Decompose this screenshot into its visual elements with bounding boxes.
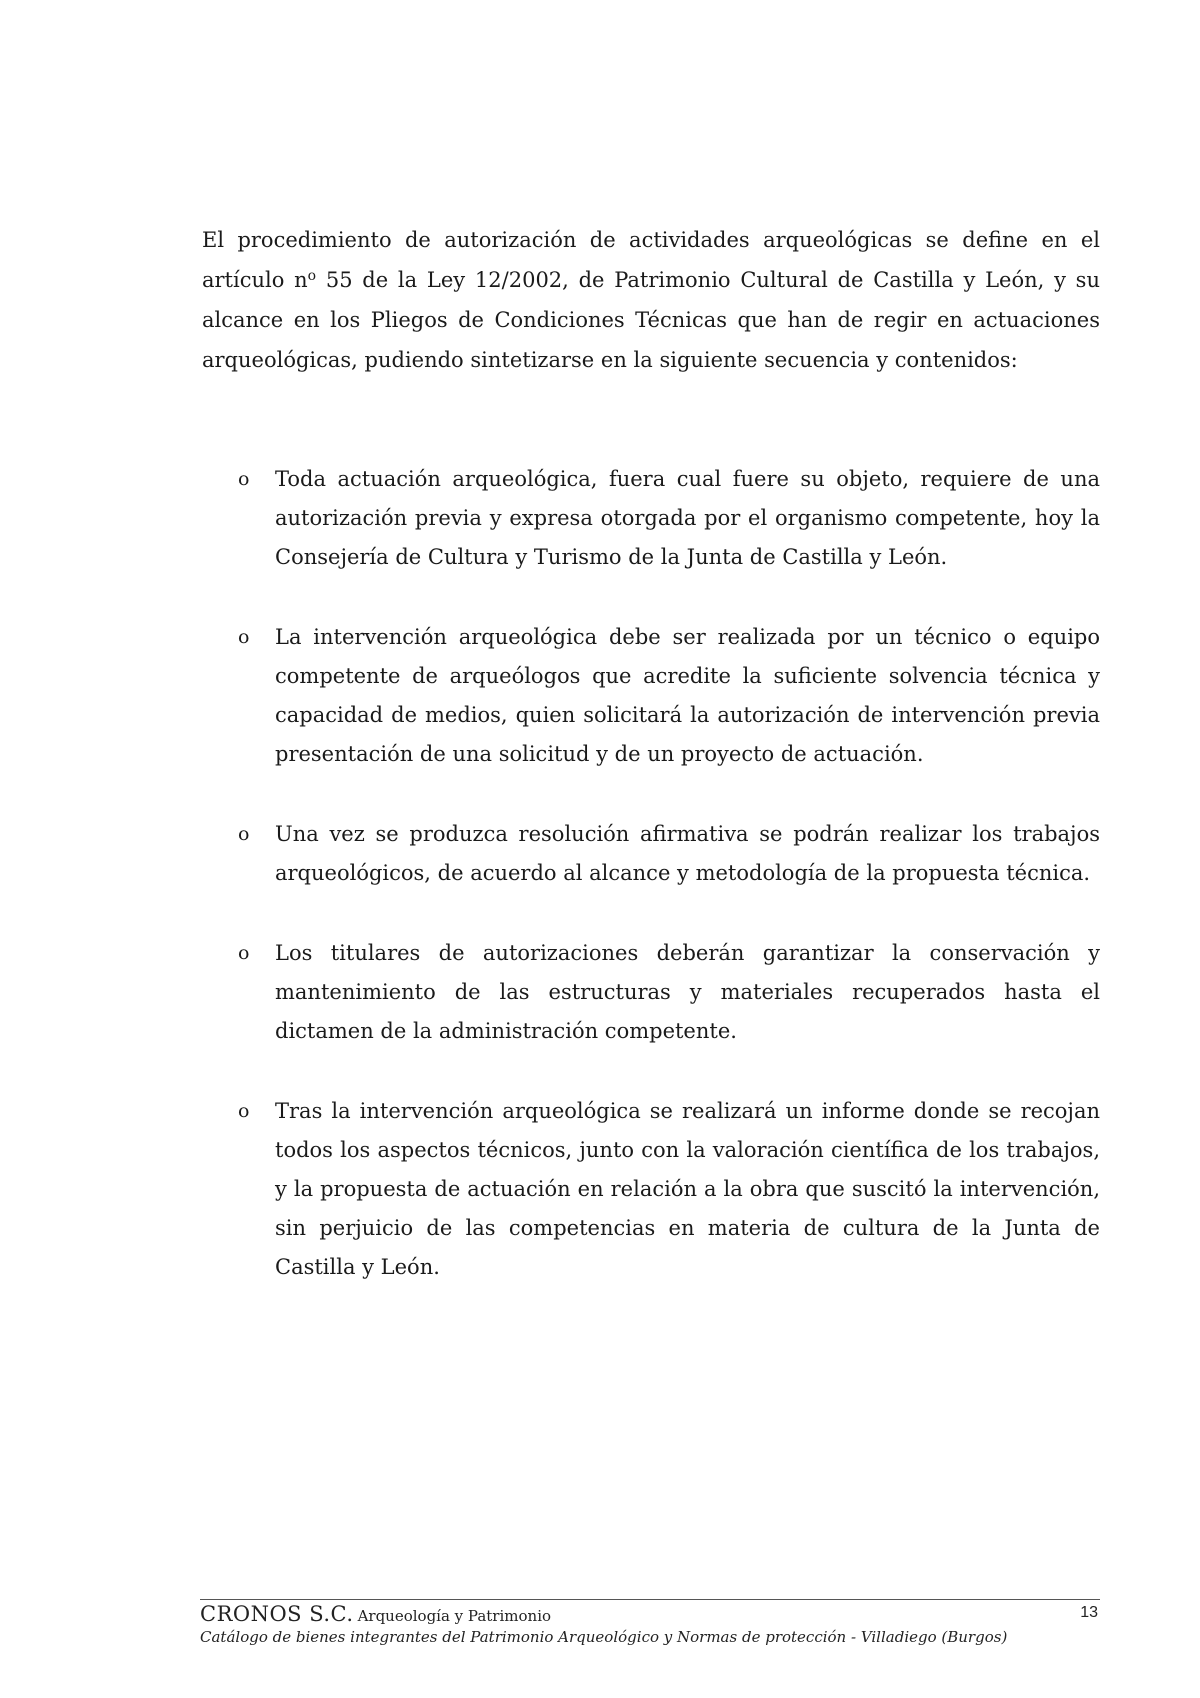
bullet-marker: o: [238, 468, 250, 490]
list-item-text: La intervención arqueológica debe ser realizada por un técnico o equipo competente de arqueólogos que acredite la suficiente solvencia técnica y capacidad de medios, quien solicitará la autorización de intervención previa presentación de una solicitud y de un proyecto de actuación.: [275, 625, 1100, 766]
footer-header: [200, 1602, 1100, 1626]
footer-divider: [200, 1599, 1100, 1600]
list-item: [202, 1092, 1100, 1287]
footer-document-title: Catálogo de bienes integrantes del Patrimonio Arqueológico y Normas de protección - Villadiego (Burgos): [200, 1628, 1008, 1646]
intro-text-part1: El procedimiento de autorización de actividades arqueológicas se define en el artículo n: [202, 228, 1100, 292]
list-item: [202, 815, 1100, 893]
list-item: [202, 934, 1100, 1051]
intro-paragraph: [202, 220, 1100, 380]
intro-text-part2: 55 de la Ley 12/2002, de Patrimonio Cultural de Castilla y León, y su alcance en los Pliegos de Condiciones Técnicas que han de regir en actuaciones arqueológicas, pudiendo sintetizarse en la siguiente secuencia y contenidos:: [202, 268, 1100, 372]
list-item-text: Toda actuación arqueológica, fuera cual fuere su objeto, requiere de una autorización previa y expresa otorgada por el organismo competente, hoy la Consejería de Cultura y Turismo de la Junta de Castilla y León.: [275, 467, 1100, 569]
list-item-text: Los titulares de autorizaciones deberán garantizar la conservación y mantenimiento de las estructuras y materiales recuperados hasta el dictamen de la administración competente.: [275, 941, 1100, 1043]
intro-superscript: o: [307, 268, 317, 284]
footer-brand-subtitle: Arqueología y Patrimonio: [357, 1607, 552, 1625]
procedure-list: [202, 460, 1100, 1328]
list-item: [202, 618, 1100, 774]
bullet-marker: o: [238, 626, 250, 648]
list-item: [202, 460, 1100, 577]
list-item-text: Una vez se produzca resolución afirmativa se podrán realizar los trabajos arqueológicos, de acuerdo al alcance y metodología de la propuesta técnica.: [275, 822, 1100, 885]
bullet-marker: o: [238, 823, 250, 845]
bullet-marker: o: [238, 942, 250, 964]
page-number: 13: [1080, 1604, 1098, 1621]
list-item-text: Tras la intervención arqueológica se realizará un informe donde se recojan todos los aspectos técnicos, junto con la valoración científica de los trabajos, y la propuesta de actuación en relación a la obra que suscitó la intervención, sin perjuicio de las competencias en materia de cultura de la Junta de Castilla y León.: [275, 1099, 1100, 1279]
bullet-marker: o: [238, 1100, 250, 1122]
footer-brand: CRONOS S.C.: [200, 1602, 354, 1626]
